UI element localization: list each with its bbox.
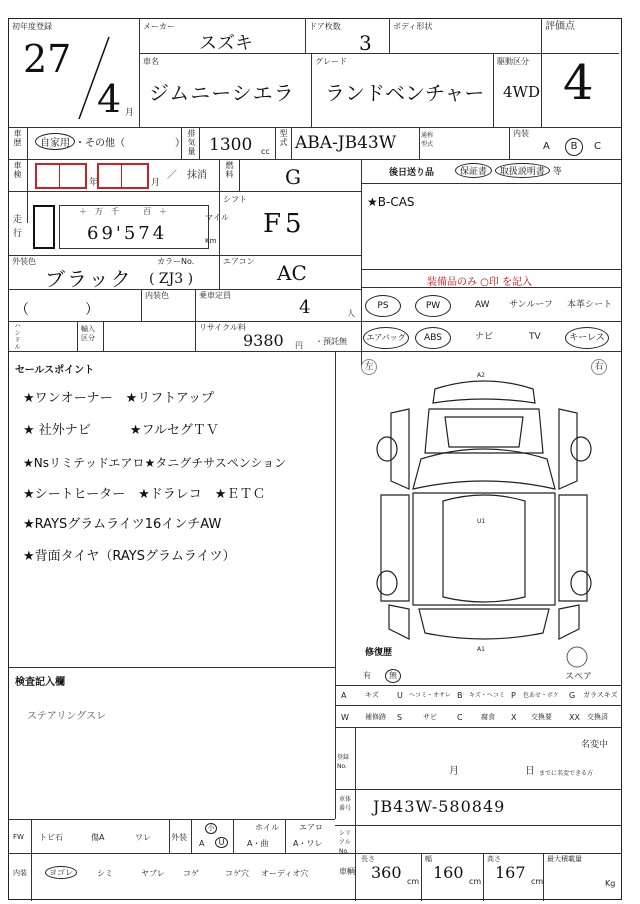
- equip-airbag-circled: エアバッグ: [363, 327, 409, 349]
- mileage-headers: ＋万千 百＋: [79, 207, 175, 216]
- repair-no-circled: 無: [385, 669, 401, 683]
- recycle-unit: 円: [295, 341, 303, 350]
- divider: [199, 127, 200, 159]
- spare-tire-icon: [565, 645, 589, 669]
- equip-navi: ナビ: [475, 332, 494, 342]
- registration-month: 月: [449, 766, 459, 777]
- sales-point-item: ★ 社外ナビ ★フルセグＴＶ: [23, 423, 219, 438]
- interior-color-label: 内装色: [145, 291, 169, 300]
- int-item-circled: ヨゴレ: [45, 866, 77, 879]
- fw-item: ワレ: [135, 833, 151, 842]
- spare-label: スペア: [565, 672, 593, 682]
- legend-code: B: [457, 691, 463, 700]
- auction-sheet: [8, 18, 622, 900]
- divider: [361, 159, 362, 367]
- width-value: 160: [433, 863, 464, 882]
- divider: [311, 53, 312, 127]
- chassis-label: 車体番号: [339, 796, 352, 812]
- divider: [543, 853, 544, 901]
- divider: [305, 19, 306, 53]
- length-unit: cm: [407, 877, 420, 886]
- legend-desc: 腐食: [481, 713, 495, 721]
- divider: [121, 165, 122, 187]
- legend-code: S: [397, 713, 403, 722]
- legend-code: G: [569, 691, 576, 700]
- divider: [219, 159, 220, 191]
- divider: [361, 321, 621, 322]
- load-label: 最大積載量: [547, 855, 582, 863]
- divider: [389, 19, 390, 53]
- followup-label: 後日送り品: [389, 168, 435, 178]
- height-unit: cm: [531, 877, 544, 886]
- ac-value: AC: [277, 261, 307, 285]
- int-label: 内装: [13, 869, 27, 877]
- divider: [219, 191, 220, 255]
- mileage-label: 走行: [13, 215, 23, 239]
- legend-desc: キズ: [365, 691, 379, 699]
- legend-code: C: [457, 713, 463, 722]
- sales-point-item: ★ワンオーナー ★リフトアップ: [23, 391, 215, 406]
- first-registration-label: 初年度登録: [12, 22, 52, 31]
- legend-code: P: [511, 691, 516, 700]
- diagram-mark-a1: A1: [477, 646, 485, 653]
- divider: [335, 825, 621, 826]
- drive-value: 4WD: [503, 83, 540, 101]
- followup-items: [455, 163, 562, 178]
- divider: [77, 321, 78, 351]
- equip-abs-circled: ABS: [415, 327, 451, 349]
- name-change-label: 名変中: [581, 740, 609, 750]
- color-code-label: カラーNo.: [157, 257, 195, 266]
- divider: [219, 255, 220, 289]
- repair-history-label: 修復歴: [365, 648, 393, 658]
- legend-desc: 交換要: [531, 713, 552, 721]
- divider: [9, 255, 361, 256]
- month-mark: 月: [125, 108, 135, 118]
- recycle-label: リサイクル料: [199, 323, 246, 332]
- inspection-month-box: [97, 163, 149, 189]
- divider: [169, 819, 170, 853]
- dimensions-label: 車輌: [339, 867, 355, 876]
- serial-label: シリアルNo.: [339, 830, 352, 855]
- interior-color-value: （ ）: [15, 302, 99, 318]
- maker-value: スズキ: [199, 33, 253, 54]
- interior-grade-label: 内装: [513, 129, 529, 138]
- fuel-value: G: [285, 165, 301, 189]
- divider: [9, 321, 361, 322]
- equipment-title: 装備品のみ ○印 を記入: [427, 277, 533, 288]
- length-label: 長さ: [361, 855, 375, 863]
- interior-grade-a: A: [543, 141, 550, 152]
- ext-small-circled: 小: [205, 823, 217, 834]
- warranty-circled: 保証書: [455, 163, 492, 178]
- divider: [541, 19, 542, 127]
- model-value: ABA-JB43W: [295, 133, 397, 153]
- divider: [509, 127, 510, 159]
- color-label: 外装色: [12, 257, 36, 266]
- repair-yes: 有: [363, 671, 371, 680]
- int-item: オーディオ穴: [261, 869, 309, 878]
- car-name-value: ジムニーシエラ: [149, 81, 295, 105]
- divider: [275, 127, 276, 159]
- int-item: シミ: [97, 869, 113, 878]
- inspection-label: 車検: [13, 161, 22, 179]
- interior-grade-c: C: [594, 141, 601, 152]
- legend-desc: 色あせ・ボケ: [523, 692, 560, 699]
- displacement-value: 1300: [209, 135, 253, 155]
- ac-label: エアコン: [223, 257, 255, 266]
- length-value: 360: [371, 863, 402, 882]
- grade-label: グレード: [315, 57, 347, 66]
- chassis-value: JB43W-580849: [373, 797, 506, 816]
- registration-deadline: までに名変できる方: [539, 770, 594, 777]
- divider: [9, 191, 361, 192]
- divider: [355, 789, 356, 901]
- legend-desc: ガラスキズ: [583, 691, 618, 699]
- diagram-mark-a2: A2: [477, 372, 485, 379]
- capacity-value: 4: [299, 297, 311, 318]
- divider: [233, 819, 234, 853]
- diagram-mark-u1: U1: [477, 518, 486, 525]
- history-other: ・その他（ ）: [75, 138, 185, 149]
- divider: [27, 127, 28, 223]
- manual-circled: 取扱説明書: [495, 163, 550, 178]
- first-registration-year: 27: [23, 37, 72, 81]
- sales-point-item: ★RAYSグラムライツ16インチAW: [23, 517, 222, 532]
- divider: [355, 727, 356, 789]
- capacity-label: 乗車定員: [199, 291, 231, 300]
- equip-sunroof: サンルーフ: [509, 300, 553, 310]
- score-value: 4: [563, 55, 594, 111]
- sales-points-label: セールスポイント: [15, 365, 95, 376]
- doors-value: 3: [359, 31, 372, 55]
- sales-point-item: ★シートヒーター ★ドラレコ ★ＥＴＣ: [23, 487, 266, 502]
- fw-item: トビ石: [39, 833, 63, 842]
- height-value: 167: [495, 863, 526, 882]
- divider: [9, 159, 621, 160]
- divider: [141, 289, 142, 321]
- maker-label: メーカー: [143, 22, 175, 31]
- fw-label: FW: [13, 833, 24, 841]
- diagram-right-label: 右: [591, 359, 607, 375]
- import-label: 輸入区分: [81, 325, 95, 342]
- equip-pw-circled: PW: [415, 295, 451, 317]
- divider: [195, 289, 196, 321]
- car-diagram-icon: [359, 369, 609, 659]
- registration-day: 日: [525, 766, 535, 777]
- inspection-year-mark: 年: [89, 178, 99, 188]
- legend-code: X: [511, 713, 517, 722]
- load-unit: Kg: [605, 879, 616, 888]
- inspection-notes-label: 検査記入欄: [15, 677, 65, 688]
- ext-size-a: A: [199, 839, 205, 848]
- mileage-value: 69'574: [87, 223, 168, 244]
- int-item: ヤブレ: [141, 869, 165, 878]
- mileage-unit-km: Km: [205, 237, 217, 245]
- divider: [285, 819, 286, 853]
- grade-value: ランドベンチャー: [325, 81, 485, 105]
- legend-code: XX: [569, 713, 580, 722]
- divider: [9, 819, 335, 820]
- first-registration-month: 4: [97, 77, 122, 121]
- legend-desc: キズ・ヘコミ: [469, 692, 505, 699]
- legend-desc: サビ: [423, 713, 437, 721]
- divider: [59, 165, 60, 187]
- mileage-box-first: [33, 205, 55, 249]
- fuel-label: 燃料: [225, 161, 234, 179]
- divider: [181, 127, 182, 159]
- recycle-value: 9380: [243, 331, 284, 350]
- divider: [31, 819, 32, 901]
- divider: [239, 159, 240, 191]
- shift-label: シフト: [223, 195, 247, 204]
- int-item: コゲ: [183, 869, 199, 878]
- transmission-note-label: 通称型式: [421, 132, 434, 148]
- drive-label: 駆動区分: [497, 57, 529, 66]
- wheel-label: ホイル: [255, 823, 279, 832]
- legend-desc: ヘコミ・オサレ: [409, 692, 451, 699]
- displacement-unit: cc: [261, 147, 270, 156]
- car-name-label: 車名: [143, 57, 159, 66]
- divider: [335, 351, 336, 819]
- height-label: 高さ: [487, 855, 501, 863]
- equip-keyless-circled: キーレス: [565, 327, 609, 349]
- divider: [421, 853, 422, 901]
- capacity-unit: 人: [347, 309, 355, 318]
- divider: [335, 727, 621, 728]
- own-use-circled: 自家用: [35, 133, 75, 150]
- aero-value: A・ワレ: [293, 839, 323, 848]
- divider: [139, 19, 140, 127]
- followup-etc: 等: [552, 167, 562, 177]
- divider: [361, 183, 621, 184]
- doors-label: ドア枚数: [309, 22, 341, 31]
- recycle-deposit: ・預託無: [315, 337, 347, 346]
- erase-mark: ／: [167, 170, 177, 181]
- color-value: ブラック: [45, 267, 133, 291]
- divider: [361, 287, 621, 288]
- model-label: 型式: [279, 129, 288, 147]
- divider: [291, 127, 292, 159]
- divider: [483, 853, 484, 901]
- erase-label: 抹消: [187, 170, 207, 181]
- equip-ps-circled: PS: [365, 295, 401, 317]
- fw-item: 傷A: [91, 833, 105, 842]
- history-value: [35, 133, 185, 150]
- equip-aw: AW: [475, 300, 490, 310]
- legend-desc: 補修跡: [365, 713, 386, 721]
- aero-label: エアロ: [299, 823, 323, 832]
- divider: [191, 819, 192, 853]
- legend-desc: 交換済: [587, 713, 608, 721]
- inspection-year-box: [35, 163, 87, 189]
- inspection-note: ステアリングスレ: [27, 711, 107, 722]
- width-label: 幅: [425, 855, 432, 863]
- legend-code: A: [341, 691, 347, 700]
- sales-point-item: ★背面タイヤ（RAYSグラムライツ）: [23, 549, 236, 564]
- divider: [195, 321, 196, 351]
- interior-grade-b-circled: B: [565, 138, 583, 156]
- equip-tv: TV: [529, 332, 541, 342]
- body-type-label: ボディ形状: [393, 22, 433, 31]
- divider: [493, 53, 494, 127]
- divider: [9, 127, 621, 128]
- divider: [9, 351, 621, 352]
- width-unit: cm: [469, 877, 482, 886]
- history-label: 車歴: [13, 129, 22, 147]
- displacement-label: 排気量: [187, 129, 196, 156]
- ext-label: 外装: [171, 833, 187, 842]
- wheel-value: A・曲: [247, 839, 269, 848]
- damage-legend: [335, 685, 621, 727]
- ext-size-u-circled: U: [215, 837, 228, 848]
- equipment-note: ★B-CAS: [367, 195, 415, 209]
- mileage-unit-mile: マイル: [205, 213, 229, 222]
- int-item: コゲ穴: [225, 869, 249, 878]
- divider: [419, 127, 420, 159]
- divider: [9, 667, 335, 668]
- sales-point-item: ★Nsリミテッドエアロ★タニグチサスペンション: [23, 456, 287, 470]
- shift-value: F5: [263, 209, 306, 239]
- legend-code: U: [397, 691, 403, 700]
- divider: [361, 269, 621, 270]
- color-code: ( ZJ3 ): [149, 271, 194, 287]
- diagram-left-label: 左: [361, 359, 377, 375]
- divider: [103, 321, 104, 351]
- handle-label: ハンドル: [14, 323, 21, 351]
- divider: [9, 853, 621, 854]
- registration-label: 登録No.: [337, 754, 350, 770]
- equip-leather: 本革シート: [567, 300, 613, 310]
- inspection-month-mark: 月: [151, 178, 161, 188]
- score-label: 評価点: [545, 21, 575, 32]
- legend-code: W: [341, 713, 349, 722]
- divider: [335, 789, 621, 790]
